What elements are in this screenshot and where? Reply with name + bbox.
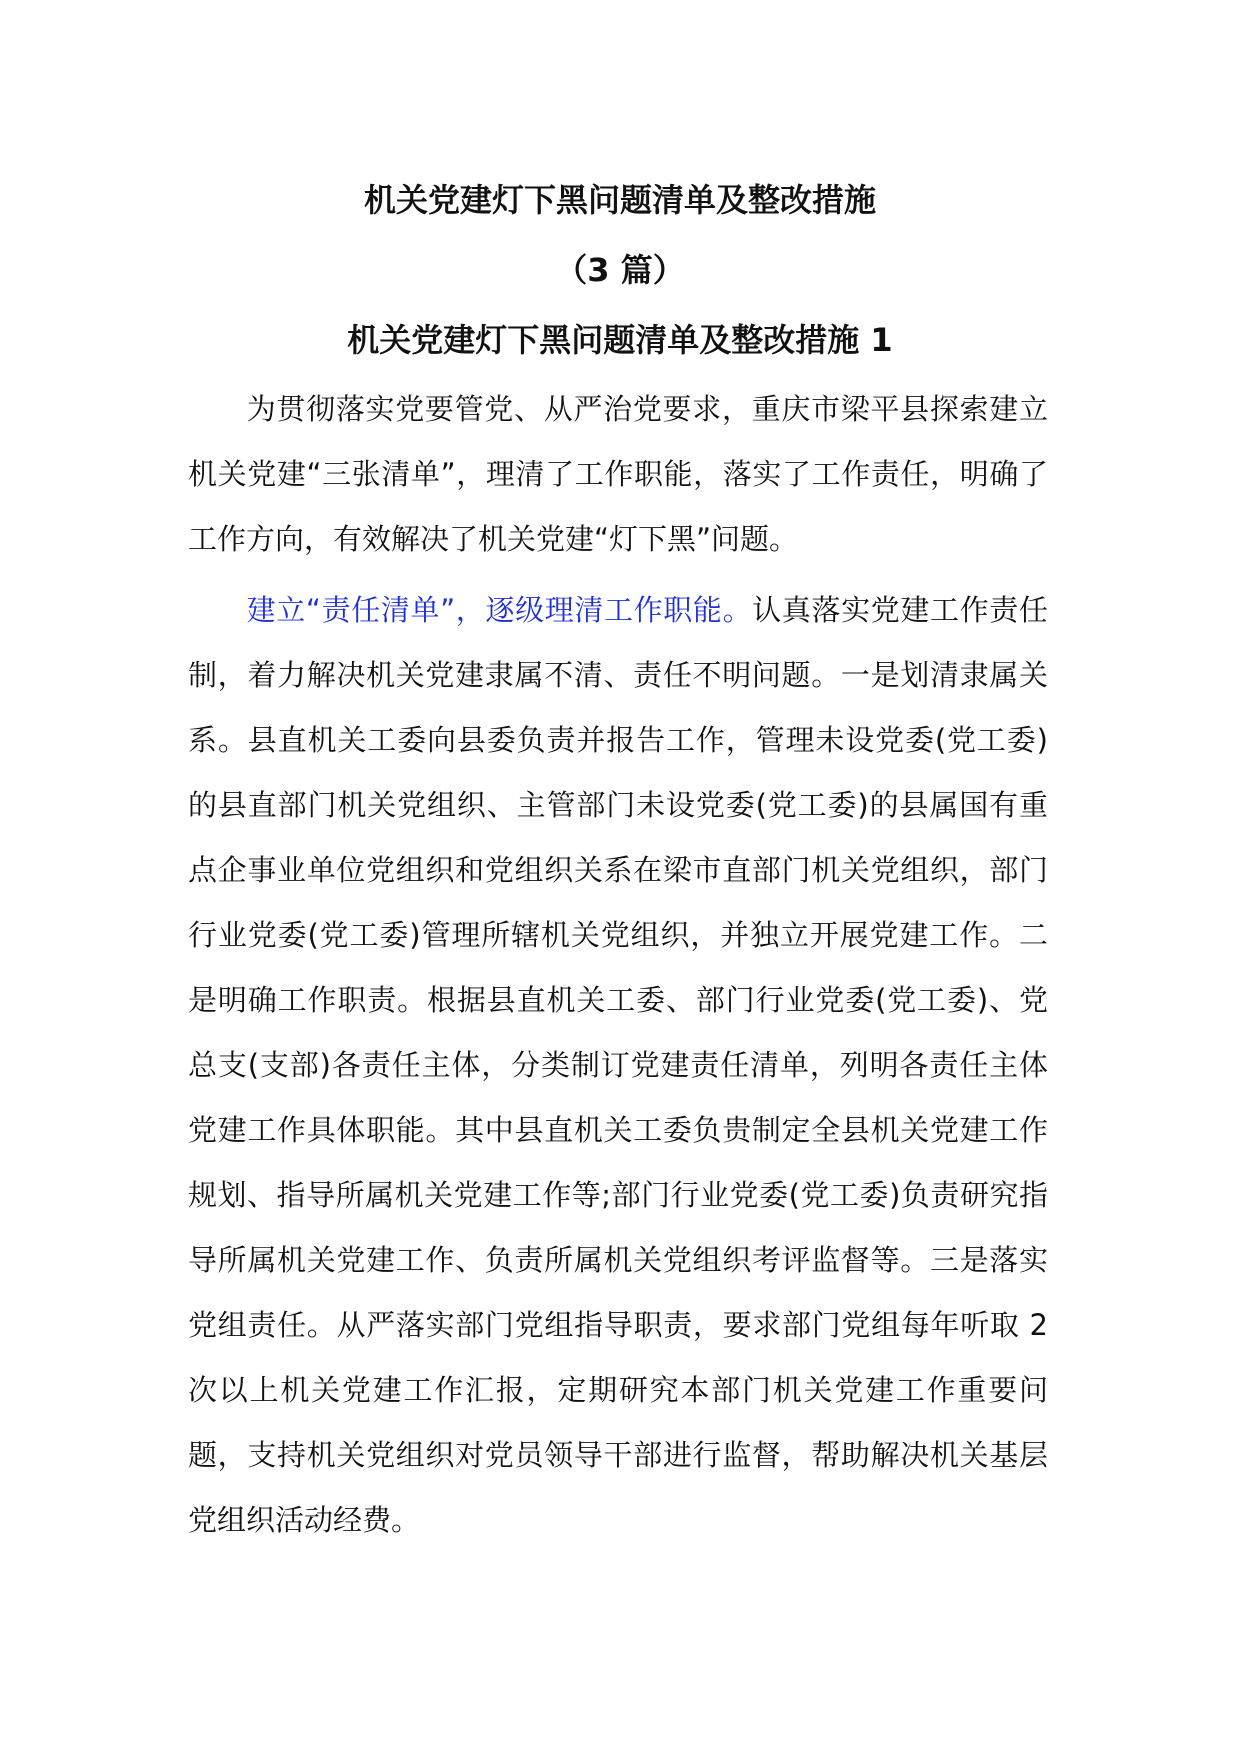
document-subtitle: （3 篇）	[555, 251, 685, 289]
paragraph-responsibility-list	[188, 578, 1048, 1553]
paragraph-text: 为贯彻落实党要管党、从严治党要求，重庆市梁平县探索建立机关党建“三张清单”，理清了工作职能，落实了工作责任，明确了工作方向，有效解决了机关党建“灯下黑”问题。	[188, 392, 1048, 556]
paragraph-text: 认真落实党建工作责任制，着力解决机关党建隶属不清、责任不明问题。一是划清隶属关系。县直机关工委向县委负责并报告工作，管理未设党委(党工委)的县直部门机关党组织、主管部门未设党委(党工委)的县属国有重点企事业单位党组织和党组织关系在梁市直部门机关党组织，部门行业党委(党工委)管理所辖机关党组织，并独立开展党建工作。二是明确工作职责。根据县直机关工委、部门行业党委(党工委)、党总支(支部)各责任主体，分类制订党建责任清单，列明各责任主体党建工作具体职能。其中县直机关工委负贵制定全县机关党建工作规划、指导所属机关党建工作等;部门行业党委(党工委)负责研究指导所属机关党建工作、负责所属机关党组织考评监督等。三是落实党组责任。从严落实部门党组指导职责，要求部门党组每年听取 2 次以上机关党建工作汇报，定期研究本部门机关党建工作重要问题，支持机关党组织对党员领导干部进行监督，帮助解决机关基层党组织活动经费。	[188, 593, 1048, 1537]
highlighted-heading: 建立“责任清单”，逐级理清工作职能。	[246, 593, 753, 627]
section-heading: 机关党建灯下黑问题清单及整改措施 1	[347, 321, 893, 359]
document-title: 机关党建灯下黑问题清单及整改措施	[363, 181, 876, 219]
paragraph-intro	[188, 377, 1048, 572]
